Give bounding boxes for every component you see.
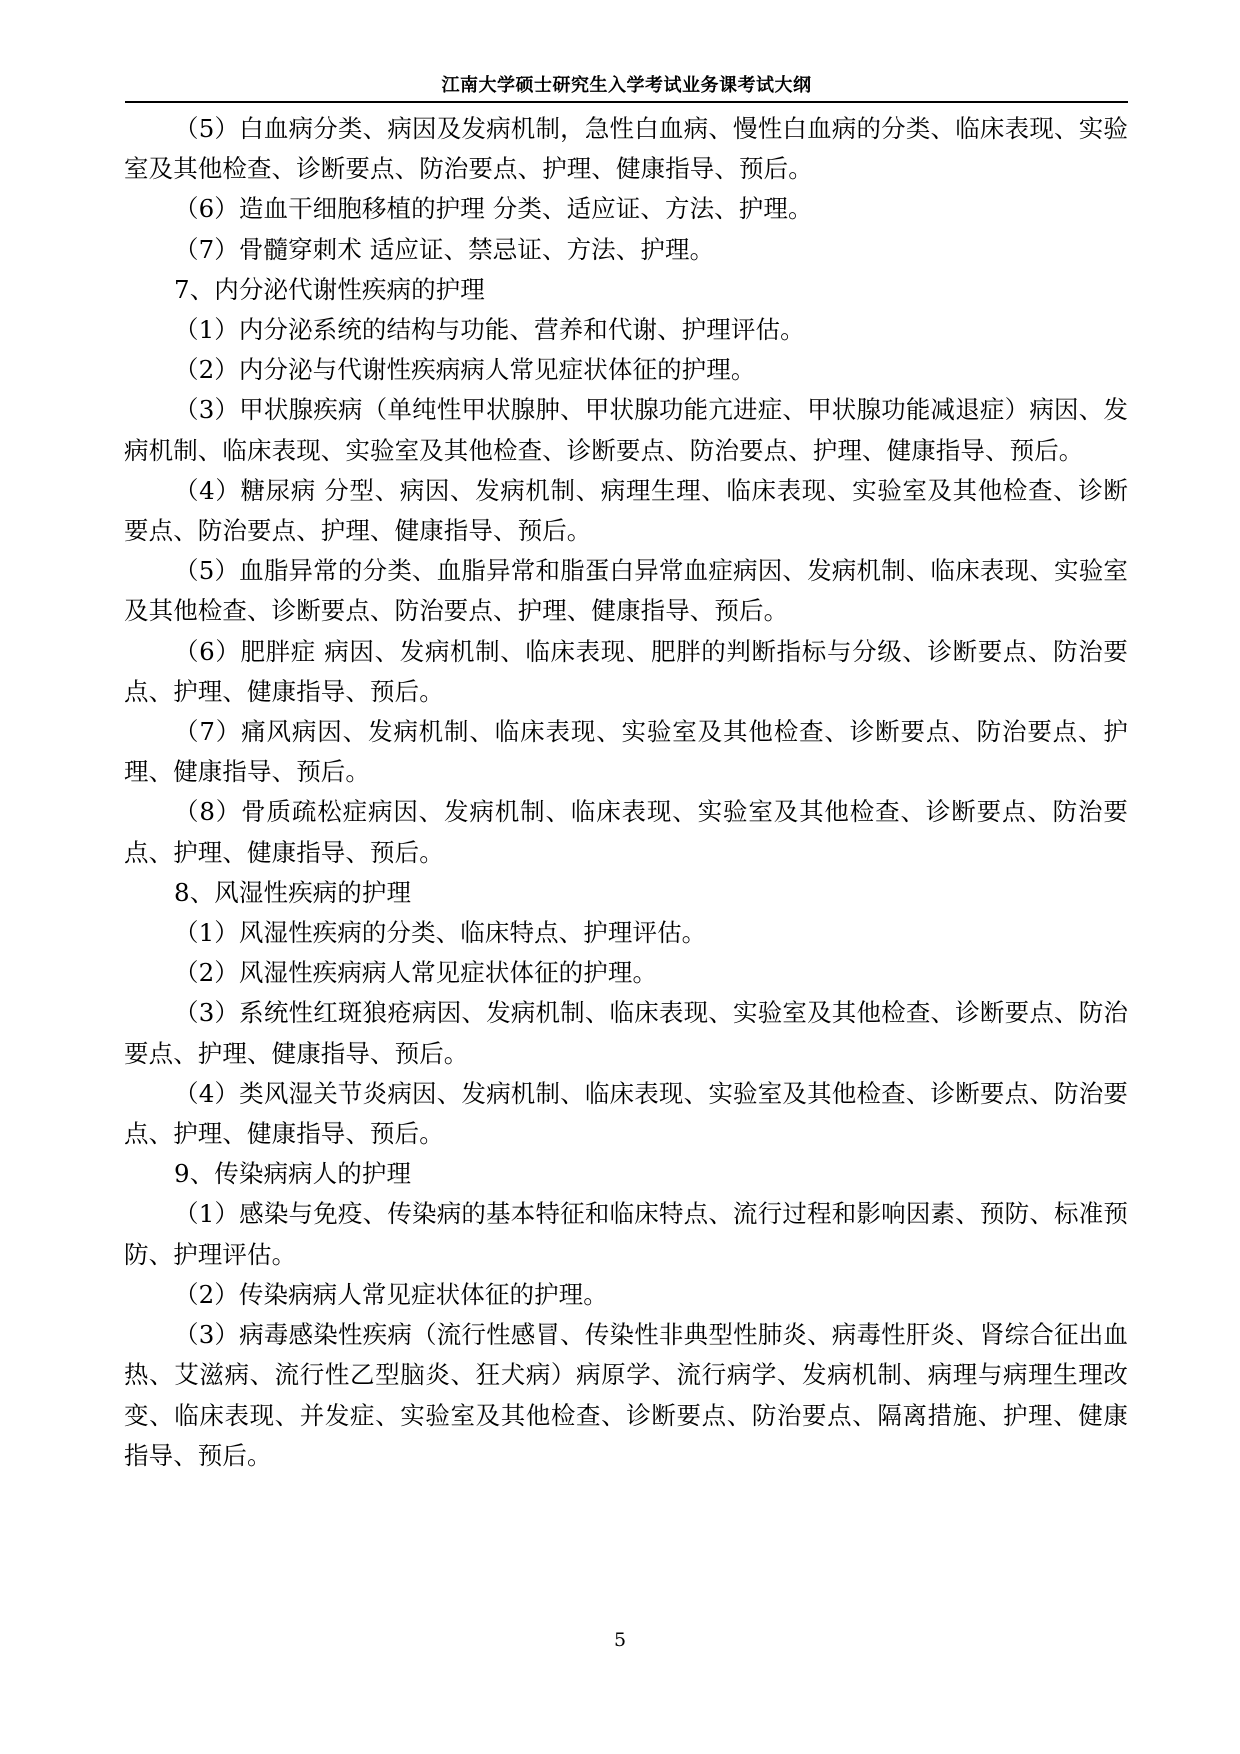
paragraph: （4）糖尿病 分型、病因、发病机制、病理生理、临床表现、实验室及其他检查、诊断要点、防治要点、护理、健康指导、预后。 bbox=[124, 475, 1128, 546]
paragraph: （3）病毒感染性疾病（流行性感冒、传染性非典型性肺炎、病毒性肝炎、肾综合征出血热、艾滋病、流行性乙型脑炎、狂犬病）病原学、流行病学、发病机制、病理与病理生理改变、临床表现、并发症、实验室及其他检查、诊断要点、防治要点、隔离措施、护理、健康指导、预后。 bbox=[124, 1320, 1128, 1470]
paragraph: （3）系统性红斑狼疮病因、发病机制、临床表现、实验室及其他检查、诊断要点、防治要点、护理、健康指导、预后。 bbox=[124, 998, 1128, 1068]
paragraph: （4）类风湿关节炎病因、发病机制、临床表现、实验室及其他检查、诊断要点、防治要点、护理、健康指导、预后。 bbox=[124, 1078, 1128, 1149]
paragraph: （2）内分泌与代谢性疾病病人常见症状体征的护理。 bbox=[174, 355, 756, 385]
paragraph: （1）感染与免疫、传染病的基本特征和临床特点、流行过程和影响因素、预防、标准预防、护理评估。 bbox=[124, 1199, 1128, 1269]
paragraph: （5）白血病分类、病因及发病机制，急性白血病、慢性白血病的分类、临床表现、实验室及其他检查、诊断要点、防治要点、护理、健康指导、预后。 bbox=[124, 114, 1128, 184]
document-body bbox=[124, 109, 1128, 1476]
page-header bbox=[125, 74, 1128, 103]
paragraph: （8）骨质疏松症病因、发病机制、临床表现、实验室及其他检查、诊断要点、防治要点、护理、健康指导、预后。 bbox=[124, 797, 1128, 867]
section-heading: 8、风湿性疾病的护理 bbox=[174, 877, 412, 907]
section-heading: 7、内分泌代谢性疾病的护理 bbox=[174, 274, 485, 304]
paragraph: （7）痛风病因、发病机制、临床表现、实验室及其他检查、诊断要点、防治要点、护理、健康指导、预后。 bbox=[124, 717, 1128, 787]
paragraph: （6）肥胖症 病因、发病机制、临床表现、肥胖的判断指标与分级、诊断要点、防治要点、护理、健康指导、预后。 bbox=[124, 636, 1128, 706]
paragraph: （2）传染病病人常见症状体征的护理。 bbox=[174, 1279, 608, 1309]
page-footer bbox=[0, 1628, 1240, 1652]
header-title: 江南大学硕士研究生入学考试业务课考试大纲 bbox=[441, 75, 812, 96]
paragraph: （6）造血干细胞移植的护理 分类、适应证、方法、护理。 bbox=[174, 194, 813, 224]
page-number: 5 bbox=[613, 1629, 627, 1651]
paragraph: （7）骨髓穿刺术 适应证、禁忌证、方法、护理。 bbox=[174, 234, 715, 264]
paragraph: （1）风湿性疾病的分类、临床特点、护理评估。 bbox=[174, 918, 707, 948]
header-divider bbox=[125, 101, 1128, 103]
section-heading: 9、传染病病人的护理 bbox=[174, 1159, 412, 1189]
paragraph: （3）甲状腺疾病（单纯性甲状腺肿、甲状腺功能亢进症、甲状腺功能减退症）病因、发病机制、临床表现、实验室及其他检查、诊断要点、防治要点、护理、健康指导、预后。 bbox=[124, 395, 1128, 465]
paragraph: （1）内分泌系统的结构与功能、营养和代谢、护理评估。 bbox=[174, 315, 805, 345]
paragraph: （5）血脂异常的分类、血脂异常和脂蛋白异常血症病因、发病机制、临床表现、实验室及其他检查、诊断要点、防治要点、护理、健康指导、预后。 bbox=[124, 556, 1128, 626]
paragraph: （2）风湿性疾病病人常见症状体征的护理。 bbox=[174, 958, 658, 988]
